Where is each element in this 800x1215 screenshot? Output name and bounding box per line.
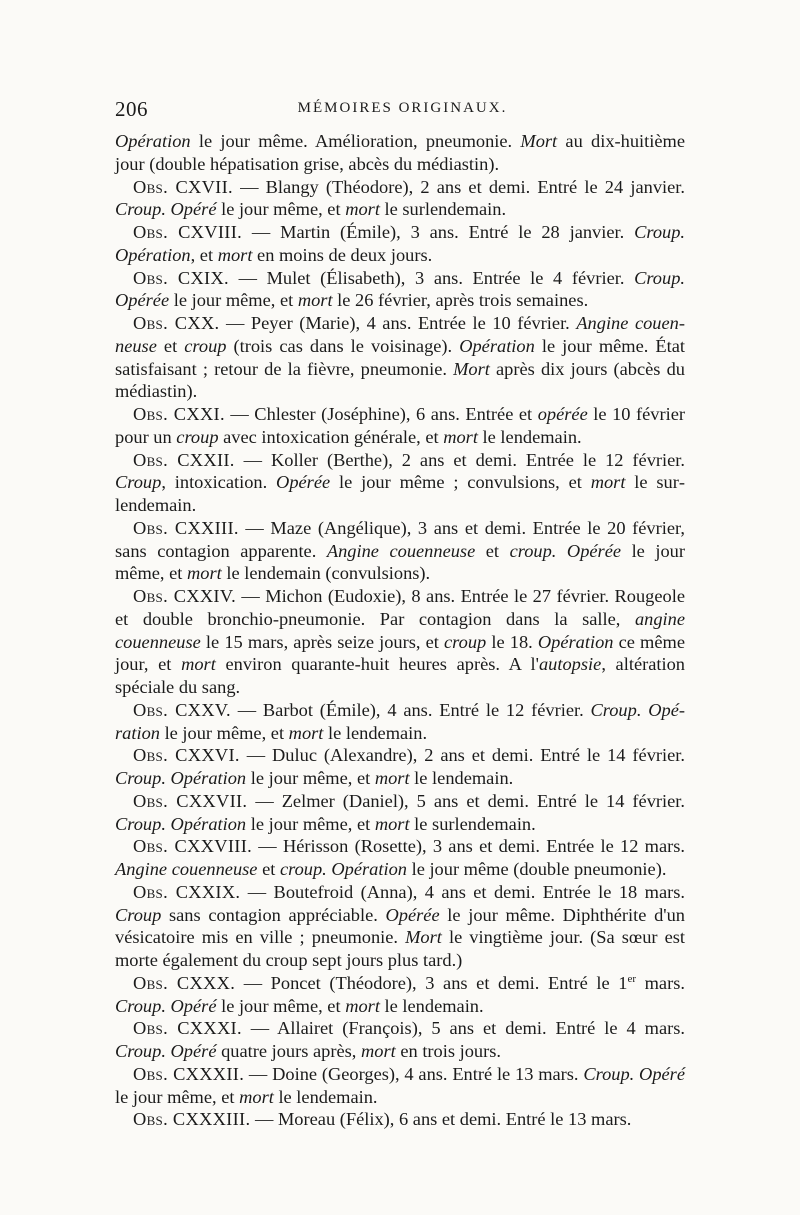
- observation-number: Obs. CXVIII.: [133, 222, 243, 242]
- observation-number: Obs. CXXIII.: [133, 517, 239, 538]
- italic-text: Croup. Opération: [115, 813, 247, 834]
- observation-paragraph: [115, 1063, 685, 1109]
- text-run: le jour même, et: [216, 995, 346, 1016]
- text-run: le jour même. État satisfaisant ; retour de la fièvre, pneumonie.: [115, 335, 686, 379]
- observation-paragraph: [115, 881, 685, 972]
- italic-text: Opération: [537, 631, 614, 652]
- text-run: — Barbot (Émile), 4 ans. Entré le 12 février.: [230, 699, 591, 720]
- italic-text: croup. Opérée: [509, 540, 622, 561]
- observation-paragraph: [115, 1017, 685, 1063]
- observation-number: Obs. CXXVIII.: [133, 836, 253, 857]
- observation-paragraph: [115, 267, 685, 313]
- text-run: le lendemain.: [409, 768, 514, 788]
- italic-text: croup: [184, 335, 227, 356]
- text-run: le jour même (double pneumonie).: [406, 859, 667, 879]
- observation-number: Obs. CXXII.: [133, 449, 235, 470]
- observation-paragraph: [115, 403, 685, 449]
- text-run: après dix jours (abcès du médiastin).: [115, 358, 685, 402]
- text-run: le 26 février, après trois semaines.: [332, 290, 589, 311]
- text-run: le lendemain.: [323, 722, 428, 743]
- text-run: — Duluc (Alexandre), 2 ans et demi. Entré le 14 février.: [239, 745, 685, 766]
- italic-text: Croup. Opéré: [115, 199, 217, 220]
- text-run: environ quarante-huit heures après. A l': [215, 654, 539, 675]
- text-run: — Maze (Angélique), 3 ans et demi. Entrée le 20 février, sans contagion apparente.: [115, 517, 686, 561]
- observation-paragraph: [115, 517, 685, 585]
- body-text: [115, 130, 685, 1131]
- italic-text: Croup: [115, 472, 162, 493]
- text-run: — Michon (Eudoxie), 8 ans. Entrée le 27 février. Rougeole et double bronchio-pneumonie. Par contagion dans la salle,: [115, 586, 685, 629]
- observation-number: Obs. CXXIV.: [133, 586, 236, 606]
- italic-text: mort: [374, 768, 410, 788]
- italic-text: Croup. Opérée: [115, 267, 685, 311]
- text-run: le lendemain.: [273, 1086, 378, 1107]
- observation-number: Obs. CXXXII.: [133, 1063, 245, 1084]
- italic-text: mort: [187, 563, 222, 584]
- italic-text: Croup. Opération: [115, 222, 686, 265]
- text-run: — Chlester (Joséphine), 6 ans. Entrée et: [224, 404, 538, 424]
- text-run: , altération spéciale du sang.: [115, 654, 685, 697]
- text-run: le surlendemain.: [409, 813, 536, 834]
- text-run: — Hérisson (Rosette), 3 ans et demi. Entrée le 12 mars.: [252, 836, 685, 857]
- italic-text: Opération: [115, 131, 191, 151]
- observation-paragraph: [115, 176, 685, 222]
- italic-text: angine couenneuse: [115, 608, 685, 652]
- observation-paragraph: [115, 585, 685, 699]
- italic-text: Mort: [453, 358, 490, 379]
- italic-text: Croup. Opération: [115, 699, 685, 743]
- text-run: et: [475, 540, 510, 561]
- text-run: — Blangy (Théodore), 2 ans et demi. Entré le 24 janvier.: [232, 176, 685, 197]
- running-title: MÉMOIRES ORIGINAUX.: [297, 100, 508, 116]
- italic-text: Angine couenneuse: [115, 313, 685, 356]
- text-run: le jour même, et: [115, 540, 685, 584]
- observation-paragraph: [115, 221, 685, 267]
- observation-number: Obs. CXXI.: [133, 404, 225, 424]
- italic-text: mort: [239, 1086, 274, 1107]
- observation-number: Obs. CXIX.: [133, 267, 229, 288]
- italic-text: opérée: [537, 404, 588, 424]
- observation-paragraph: [115, 1108, 685, 1131]
- text-run: le jour même. Diphthérite d'un vésicatoire mis en ville ; pneumonie.: [115, 904, 685, 948]
- observation-number: Obs. CXXVI.: [133, 745, 240, 766]
- observation-paragraph: [115, 449, 685, 517]
- italic-text: mort: [361, 1041, 396, 1061]
- text-run: le surlendemain.: [115, 472, 685, 515]
- text-run: (trois cas dans le voisinage).: [226, 335, 460, 356]
- observation-paragraph: [115, 699, 685, 745]
- text-run: — Allairet (François), 5 ans et demi. Entré le 4 mars.: [241, 1018, 685, 1039]
- italic-text: croup: [444, 631, 487, 652]
- text-run: et: [156, 335, 185, 356]
- observation-number: Obs. CXXX.: [133, 972, 236, 993]
- italic-text: Croup. Opéré: [115, 995, 217, 1016]
- text-run: — Martin (Émile), 3 ans. Entré le 28 janvier.: [242, 222, 635, 242]
- observation-number: Obs. CXXV.: [133, 699, 231, 720]
- text-run: et: [257, 859, 280, 879]
- italic-text: mort: [345, 995, 380, 1016]
- page-number: 206: [115, 97, 148, 121]
- text-run: sans contagion appréciable.: [161, 904, 386, 925]
- text-run: le jour même. Amélioration, pneumonie.: [190, 131, 521, 151]
- text-run: — Doine (Georges), 4 ans. Entré le 13 mars.: [244, 1063, 584, 1084]
- text-run: le jour même, et: [169, 290, 298, 311]
- text-run: le jour même ; convulsions, et: [330, 472, 591, 493]
- italic-text: mort: [590, 472, 626, 493]
- text-run: le jour même, et: [246, 768, 375, 788]
- text-run: le 18.: [486, 631, 538, 652]
- text-run: le jour même, et: [159, 722, 289, 743]
- text-run: — Poncet (Théodore), 3 ans et demi. Entré le 1: [235, 972, 628, 993]
- text-run: le jour même, et: [246, 813, 375, 834]
- italic-text: Croup: [115, 904, 162, 925]
- italic-text: autopsie: [538, 654, 602, 675]
- italic-text: mort: [288, 722, 324, 743]
- text-run: le lendemain.: [379, 995, 484, 1016]
- text-run: le 15 mars, après seize jours, et: [200, 631, 444, 652]
- italic-text: Angine couenneuse: [326, 540, 476, 561]
- observation-number: Obs. CXXIX.: [133, 881, 241, 902]
- observation-paragraph: [115, 790, 685, 836]
- italic-text: Croup. Opération: [115, 768, 247, 788]
- italic-text: Opération: [459, 335, 535, 356]
- italic-text: Croup. Opéré: [583, 1063, 686, 1084]
- italic-text: croup. Opération: [279, 859, 407, 879]
- text-run: — Zelmer (Daniel), 5 ans et demi. Entré le 14 février.: [247, 790, 685, 811]
- text-run: le vingtième jour. (Sa sœur est morte également du croup sept jours plus tard.): [115, 927, 686, 970]
- italic-text: mort: [374, 813, 410, 834]
- text-run: — Koller (Berthe), 2 ans et demi. Entrée le 12 février.: [234, 449, 686, 470]
- italic-text: mort: [181, 654, 216, 675]
- italic-text: mort: [443, 426, 478, 447]
- observation-number: Obs. CXXXI.: [133, 1018, 242, 1039]
- italic-text: mort: [297, 290, 333, 311]
- page-header: [115, 97, 690, 123]
- text-run: mars.: [636, 972, 685, 993]
- text-run: en trois jours.: [395, 1041, 501, 1061]
- text-run: le jour même, et: [216, 199, 346, 220]
- text-run: avec intoxication générale, et: [218, 426, 444, 447]
- text-run: ce même jour, et: [115, 631, 685, 675]
- text-run: , et: [190, 244, 218, 265]
- italic-text: Mort: [520, 131, 558, 151]
- text-run: au dix-huitième jour (double hépatisation grise, abcès du médiastin).: [115, 131, 685, 174]
- observation-paragraph: [115, 744, 685, 790]
- italic-text: mort: [345, 199, 380, 220]
- italic-text: Mort: [405, 927, 442, 948]
- text-run: — Moreau (Félix), 6 ans et demi. Entré le 13 mars.: [250, 1109, 632, 1130]
- text-run: le lendemain (convulsions).: [221, 563, 431, 584]
- observation-paragraph: [115, 130, 685, 176]
- text-run: le jour même, et: [115, 1086, 240, 1107]
- text-run: , intoxication.: [161, 472, 277, 493]
- text-run: — Mulet (Élisabeth), 3 ans. Entrée le 4 février.: [228, 267, 635, 288]
- italic-text: Angine couenneuse: [115, 859, 258, 879]
- observation-number: Obs. CXXVII.: [133, 790, 248, 811]
- text-run: le surlendemain.: [379, 199, 507, 220]
- italic-text: Croup. Opéré: [115, 1041, 217, 1061]
- italic-text: croup: [176, 426, 219, 447]
- observation-number: Obs. CXXXIII.: [133, 1109, 251, 1130]
- italic-text: Opérée: [276, 472, 331, 493]
- text-run: le lendemain.: [477, 426, 582, 447]
- observation-paragraph: [115, 312, 685, 403]
- observation-paragraph: [115, 835, 685, 881]
- text-run: — Peyer (Marie), 4 ans. Entrée le 10 février.: [219, 313, 577, 333]
- observation-paragraph: [115, 972, 685, 1018]
- text-run: en moins de deux jours.: [252, 244, 433, 265]
- italic-text: Opérée: [385, 904, 440, 925]
- observation-number: Obs. CXVII.: [133, 176, 233, 197]
- text-run: le 10 février pour un: [115, 404, 685, 447]
- observation-number: Obs. CXX.: [133, 313, 220, 333]
- superscript: er: [627, 972, 637, 985]
- text-run: — Boutefroid (Anna), 4 ans et demi. Entrée le 18 mars.: [240, 881, 685, 902]
- text-run: quatre jours après,: [216, 1041, 362, 1061]
- italic-text: mort: [217, 244, 253, 265]
